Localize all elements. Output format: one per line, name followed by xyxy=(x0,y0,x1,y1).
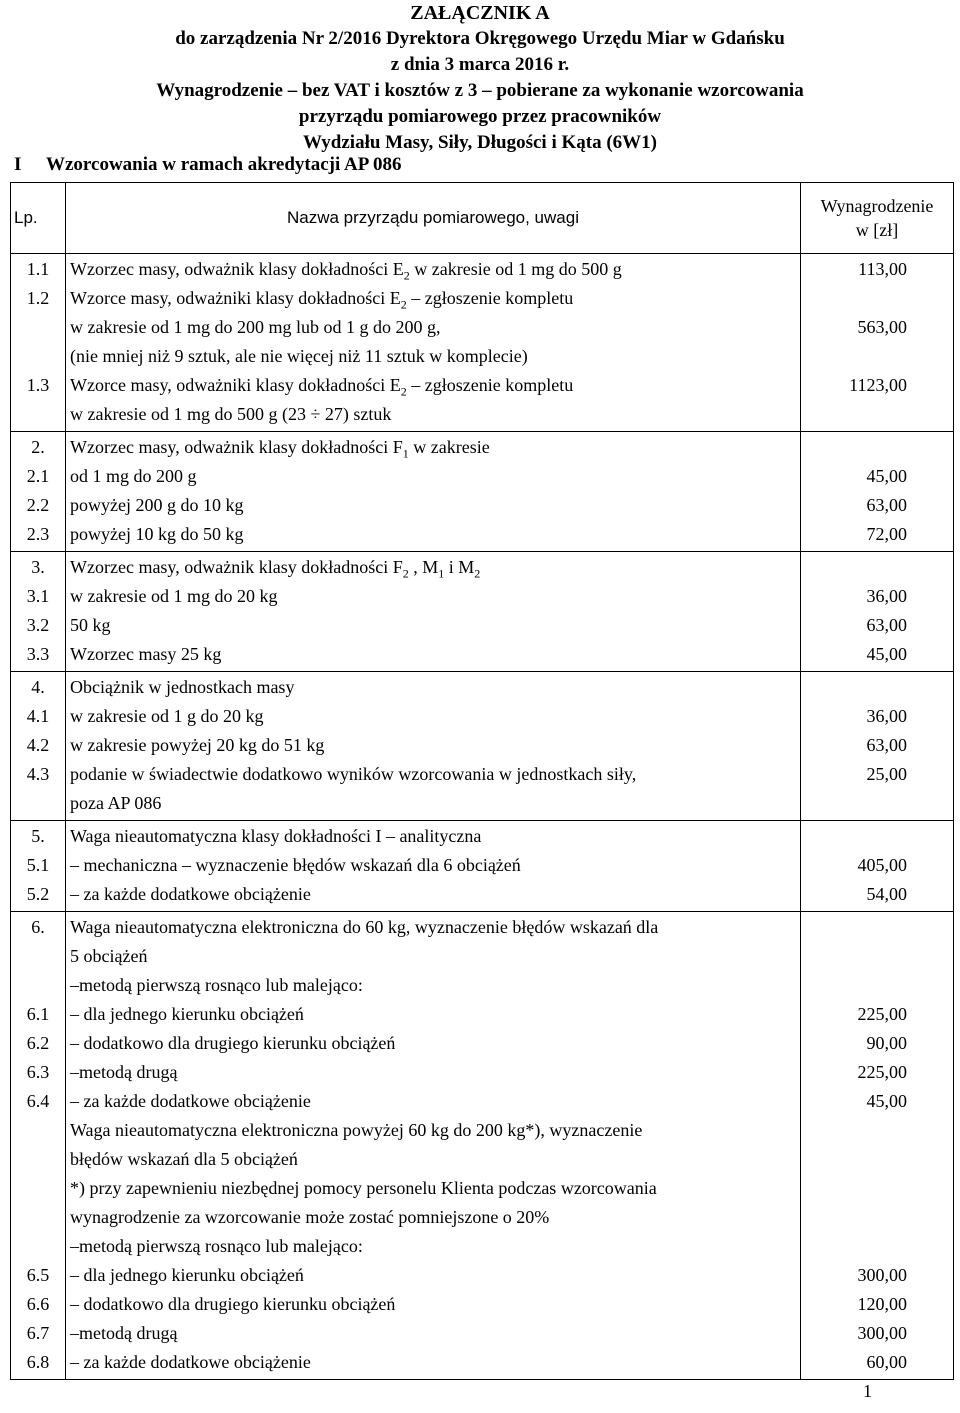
lp-line xyxy=(11,942,65,971)
description-line: błędów wskazań dla 5 obciążeń xyxy=(70,1149,298,1169)
lp-line xyxy=(11,342,65,371)
lp-line: 3.2 xyxy=(26,615,50,635)
description-line: – mechaniczna – wyznaczenie błędów wskazań dla 6 obciążeń xyxy=(70,855,521,875)
fee-line: 113,00 xyxy=(858,259,907,279)
fee-line xyxy=(801,1145,907,1174)
description-line: od 1 mg do 200 g xyxy=(70,466,197,486)
fee-line xyxy=(801,400,907,429)
fee-line: 225,00 xyxy=(857,1062,907,1082)
description-cell xyxy=(66,912,801,1380)
lp-line: 3.1 xyxy=(26,586,50,606)
description-line: Wzorzec masy 25 kg xyxy=(70,644,222,664)
lp-line xyxy=(11,1232,65,1261)
description-line: Wzorzec masy, odważnik klasy dokładności $F_1$ w zakresie xyxy=(70,437,490,461)
fee-line xyxy=(801,673,907,702)
fee-cell xyxy=(801,821,954,912)
description-line: – za każde dodatkowe obciążenie xyxy=(70,884,311,904)
description-line: – za każde dodatkowe obciążenie xyxy=(70,1091,311,1111)
lp-line xyxy=(11,400,65,429)
lp-line: 6.2 xyxy=(26,1033,50,1053)
lp-line: 6.4 xyxy=(26,1091,50,1111)
lp-line: 1.1 xyxy=(26,259,50,279)
description-line: powyżej 10 kg do 50 kg xyxy=(70,524,244,544)
fee-line: 45,00 xyxy=(866,1091,907,1111)
lp-cell xyxy=(11,552,66,672)
description-line: Waga nieautomatyczna elektroniczna do 60 kg, wyznaczenie błędów wskazań dla xyxy=(70,917,659,937)
fee-description-line2: przyrządu pomiarowego przez pracowników xyxy=(298,106,662,127)
table-body xyxy=(11,254,954,1380)
fee-line: 72,00 xyxy=(866,524,907,544)
description-line: *) przy zapewnieniu niezbędnej pomocy personelu Klienta podczas wzorcowania xyxy=(70,1178,657,1198)
lp-line: 6.5 xyxy=(26,1265,50,1285)
section-title: Wzorcowania w ramach akredytacji AP 086 xyxy=(46,154,402,175)
fee-cell xyxy=(801,254,954,432)
fee-line: 120,00 xyxy=(857,1294,907,1314)
description-line: 50 kg xyxy=(70,615,111,635)
description-line: w zakresie od 1 g do 20 kg xyxy=(70,706,264,726)
table-header-row xyxy=(11,183,954,254)
description-line: –metodą drugą xyxy=(70,1062,178,1082)
fee-line xyxy=(801,433,907,462)
fee-line: 45,00 xyxy=(866,466,907,486)
fee-line: 45,00 xyxy=(866,644,907,664)
lp-line: 5.2 xyxy=(26,884,50,904)
description-line: Waga nieautomatyczna klasy dokładności I – analityczna xyxy=(70,826,482,846)
column-header-fee xyxy=(801,183,954,254)
description-cell xyxy=(66,432,801,552)
column-header-lp: Lp. xyxy=(11,183,66,254)
fee-line xyxy=(801,342,907,371)
lp-line xyxy=(11,789,65,818)
lp-line: 5.1 xyxy=(26,855,50,875)
fee-line: 90,00 xyxy=(866,1033,907,1053)
description-cell xyxy=(66,821,801,912)
description-line: w zakresie od 1 mg do 200 mg lub od 1 g do 200 g, xyxy=(70,317,441,337)
description-line: powyżej 200 g do 10 kg xyxy=(70,495,244,515)
fee-line: 36,00 xyxy=(866,586,907,606)
fee-line xyxy=(801,1203,907,1232)
fee-line xyxy=(801,822,907,851)
fee-line xyxy=(801,284,907,313)
description-line: w zakresie powyżej 20 kg do 51 kg xyxy=(70,735,325,755)
fee-line xyxy=(801,942,907,971)
table-row-group xyxy=(11,821,954,912)
description-line: Wzorce masy, odważniki klasy dokładności $E_2$ – zgłoszenie kompletu xyxy=(70,288,574,312)
ordinance-reference: do zarządzenia Nr 2/2016 Dyrektora Okręgowego Urzędu Miar w Gdańsku xyxy=(175,28,785,49)
fee-line: 405,00 xyxy=(857,855,907,875)
lp-line: 2.1 xyxy=(26,466,50,486)
fee-cell xyxy=(801,912,954,1380)
fee-line: 63,00 xyxy=(866,615,907,635)
lp-line: 3.3 xyxy=(26,644,50,664)
lp-line xyxy=(11,1145,65,1174)
description-line: – dodatkowo dla drugiego kierunku obciążeń xyxy=(70,1294,396,1314)
lp-line: 6.8 xyxy=(26,1352,50,1372)
lp-line xyxy=(11,1174,65,1203)
lp-line: 4.2 xyxy=(26,735,50,755)
fee-table xyxy=(10,182,954,1380)
description-line: Wzorce masy, odważniki klasy dokładności $E_2$ – zgłoszenie kompletu xyxy=(70,375,574,399)
lp-line: 2.2 xyxy=(26,495,50,515)
description-line: –metodą pierwszą rosnąco lub malejąco: xyxy=(70,1236,363,1256)
table-row-group xyxy=(11,254,954,432)
fee-line: 60,00 xyxy=(866,1352,907,1372)
description-line: – za każde dodatkowe obciążenie xyxy=(70,1352,311,1372)
lp-line: 4.1 xyxy=(26,706,50,726)
lp-line: 6. xyxy=(31,917,45,937)
fee-line: 63,00 xyxy=(866,495,907,515)
lp-line: 6.6 xyxy=(26,1294,50,1314)
fee-line xyxy=(801,913,907,942)
description-line: wynagrodzenie za wzorcowanie może zostać pomniejszone o 20% xyxy=(70,1207,550,1227)
lp-line xyxy=(11,971,65,1000)
lp-line: 1.2 xyxy=(26,288,50,308)
description-cell xyxy=(66,552,801,672)
fee-line xyxy=(801,789,907,818)
description-line: – dodatkowo dla drugiego kierunku obciążeń xyxy=(70,1033,396,1053)
table-row-group xyxy=(11,432,954,552)
description-line: w zakresie od 1 mg do 20 kg xyxy=(70,586,278,606)
lp-cell xyxy=(11,672,66,821)
description-cell xyxy=(66,672,801,821)
lp-line xyxy=(11,313,65,342)
lp-line: 6.3 xyxy=(26,1062,50,1082)
fee-line xyxy=(801,1174,907,1203)
description-line: Waga nieautomatyczna elektroniczna powyżej 60 kg do 200 kg*), wyznaczenie xyxy=(70,1120,643,1140)
document-header xyxy=(0,0,960,156)
description-line: –metodą drugą xyxy=(70,1323,178,1343)
fee-line xyxy=(801,1232,907,1261)
fee-line xyxy=(801,553,907,582)
fee-line xyxy=(801,1116,907,1145)
fee-line: 25,00 xyxy=(866,764,907,784)
fee-line: 63,00 xyxy=(866,735,907,755)
description-cell xyxy=(66,254,801,432)
section-roman-numeral: I xyxy=(14,154,22,175)
description-line: Obciążnik w jednostkach masy xyxy=(70,677,295,697)
table-row-group xyxy=(11,912,954,1380)
lp-cell xyxy=(11,254,66,432)
fee-cell xyxy=(801,552,954,672)
description-line: podanie w świadectwie dodatkowo wyników wzorcowania w jednostkach siły, xyxy=(70,764,637,784)
page-number: 1 xyxy=(863,1381,872,1401)
lp-line: 3. xyxy=(31,557,45,577)
lp-line xyxy=(11,1116,65,1145)
department-name: Wydziału Masy, Siły, Długości i Kąta (6W1) xyxy=(303,132,657,153)
section-heading xyxy=(14,152,402,178)
description-line: – dla jednego kierunku obciążeń xyxy=(70,1004,304,1024)
description-line: –metodą pierwszą rosnąco lub malejąco: xyxy=(70,975,363,995)
fee-line: 225,00 xyxy=(857,1004,907,1024)
fee-line: 563,00 xyxy=(857,317,907,337)
attachment-title: ZAŁĄCZNIK A xyxy=(410,2,550,24)
lp-line xyxy=(11,1203,65,1232)
lp-line: 6.7 xyxy=(26,1323,50,1343)
fee-line: 54,00 xyxy=(866,884,907,904)
fee-cell xyxy=(801,432,954,552)
lp-line: 4.3 xyxy=(26,764,50,784)
lp-cell xyxy=(11,432,66,552)
lp-cell xyxy=(11,821,66,912)
lp-line: 2. xyxy=(31,437,45,457)
lp-line: 1.3 xyxy=(26,375,50,395)
fee-line xyxy=(801,971,907,1000)
fee-line: 300,00 xyxy=(857,1323,907,1343)
description-line: – dla jednego kierunku obciążeń xyxy=(70,1265,304,1285)
fee-cell xyxy=(801,672,954,821)
description-line: Wzorzec masy, odważnik klasy dokładności $E_2$ w zakresie od 1 mg do 500 g xyxy=(70,259,622,283)
ordinance-date: z dnia 3 marca 2016 r. xyxy=(390,54,570,75)
description-line: (nie mniej niż 9 sztuk, ale nie więcej niż 11 sztuk w komplecie) xyxy=(70,346,528,366)
column-header-name: Nazwa przyrządu pomiarowego, uwagi xyxy=(66,183,801,254)
lp-line: 4. xyxy=(31,677,45,697)
fee-description-line1: Wynagrodzenie – bez VAT i kosztów z 3 – pobierane za wykonanie wzorcowania xyxy=(156,80,804,101)
description-line: 5 obciążeń xyxy=(70,946,148,966)
column-header-fee-line2: w [zł] xyxy=(855,220,899,240)
lp-line: 5. xyxy=(31,826,45,846)
table-row-group xyxy=(11,552,954,672)
table-row-group xyxy=(11,672,954,821)
lp-cell xyxy=(11,912,66,1380)
column-header-fee-line1: Wynagrodzenie xyxy=(820,196,934,216)
description-line: Wzorzec masy, odważnik klasy dokładności $F_2$ , $M_1$ i $M_2$ xyxy=(70,557,481,581)
fee-line: 300,00 xyxy=(857,1265,907,1285)
description-line: poza AP 086 xyxy=(70,793,162,813)
fee-line: 1123,00 xyxy=(849,375,907,395)
description-line: w zakresie od 1 mg do 500 g (23 ÷ 27) sztuk xyxy=(70,404,392,424)
lp-line: 6.1 xyxy=(26,1004,50,1024)
fee-line: 36,00 xyxy=(866,706,907,726)
lp-line: 2.3 xyxy=(26,524,50,544)
